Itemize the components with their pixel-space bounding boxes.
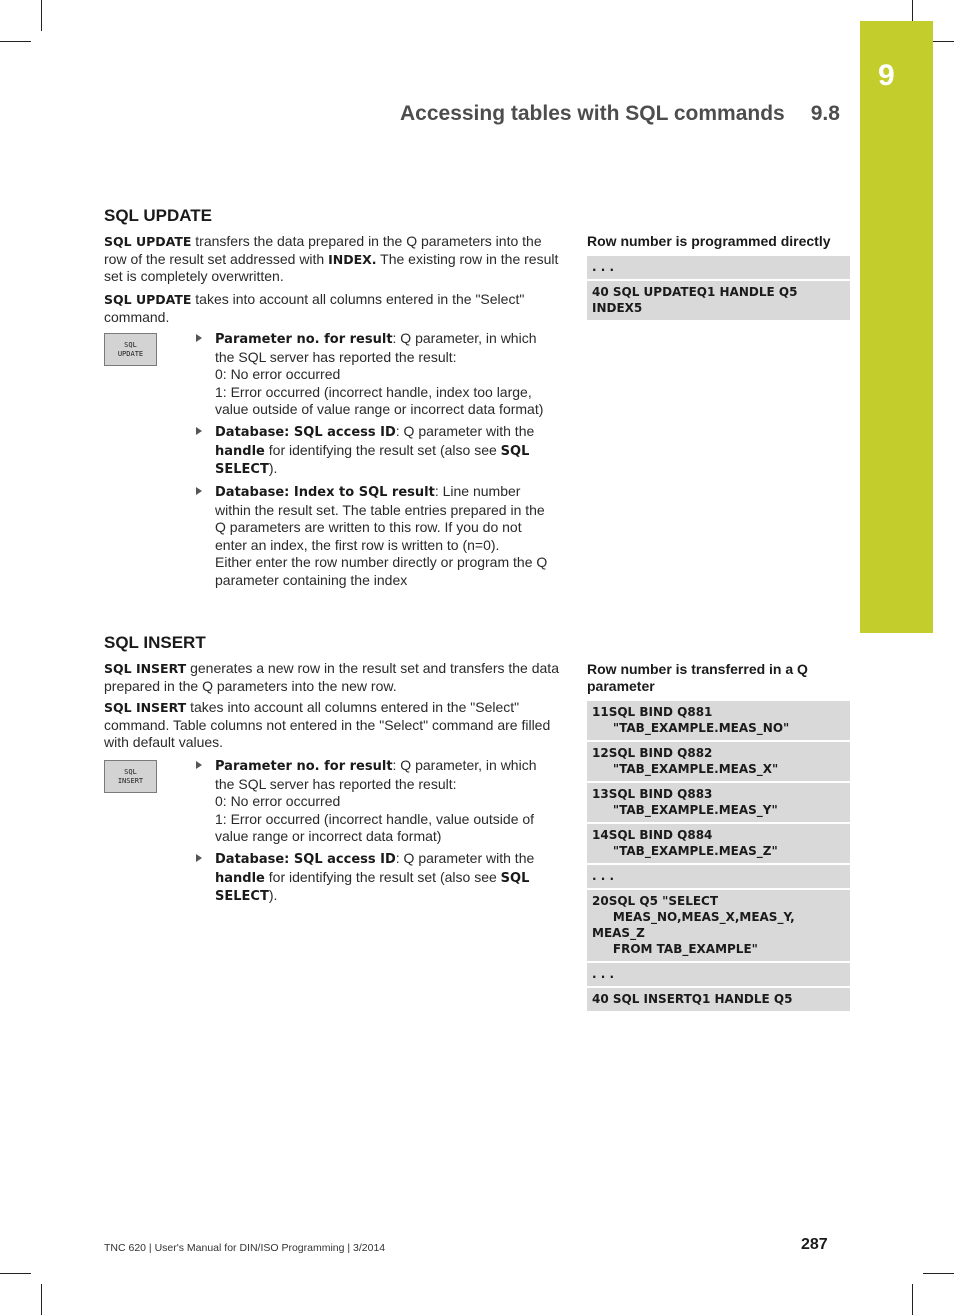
list-item: Database: SQL access ID: Q parameter with the handle for identifying the result set (also see SQL SELECT). — [194, 423, 556, 479]
triangle-bullet-icon — [196, 334, 202, 342]
chapter-tab — [860, 21, 933, 633]
list-item: Parameter no. for result: Q parameter, in which the SQL server has reported the result: 0: No error occurred 1: Error occurred (incorrect handle, value outside of value range or incorrect data format) — [194, 757, 556, 846]
insert-paragraph-2: SQL INSERT takes into account all columns entered in the "Select" command. Table columns not entered in the "Select" command are filled with default values. — [104, 699, 551, 750]
running-head-section: 9.8 — [810, 102, 840, 125]
page-number: 287 — [801, 1236, 828, 1253]
insert-parameter-list — [194, 757, 556, 910]
crop-mark — [0, 1273, 31, 1274]
triangle-bullet-icon — [196, 487, 202, 495]
chapter-number: 9 — [878, 59, 895, 92]
crop-mark — [912, 0, 913, 21]
running-head — [400, 102, 840, 126]
code-row: . . . — [587, 865, 850, 890]
code-row: 40 SQL UPDATEQ1 HANDLE Q5 INDEX5 — [587, 281, 850, 322]
section-title-sql-insert: SQL INSERT — [104, 633, 206, 652]
triangle-bullet-icon — [196, 761, 202, 769]
code-row: 20SQL Q5 "SELECT MEAS_NO,MEAS_X,MEAS_Y, MEAS_Z FROM TAB_EXAMPLE" — [587, 890, 850, 963]
code-row: . . . — [587, 963, 850, 988]
list-item: Database: SQL access ID: Q parameter with the handle for identifying the result set (also see SQL SELECT). — [194, 850, 556, 906]
keyword: SQL INSERT — [104, 661, 187, 676]
keyword: SQL UPDATE — [104, 292, 192, 307]
update-paragraph-1: SQL UPDATE transfers the data prepared in the Q parameters into the row of the result set addressed with INDEX. The existing row in the result set is completely overwritten. — [104, 233, 559, 284]
triangle-bullet-icon — [196, 427, 202, 435]
crop-mark — [0, 41, 31, 42]
update-paragraph-2: SQL UPDATE takes into account all columns entered in the "Select" command. — [104, 291, 525, 325]
softkey-sql-insert: SQL INSERT — [104, 760, 157, 793]
insert-code-table — [587, 701, 850, 1013]
keyword: INDEX. — [328, 251, 377, 267]
insert-paragraph-1: SQL INSERT generates a new row in the result set and transfers the data prepared in the Q parameters into the new row. — [104, 660, 559, 694]
keyword: SQL UPDATE — [104, 234, 192, 249]
code-row: 14SQL BIND Q884 "TAB_EXAMPLE.MEAS_Z" — [587, 824, 850, 865]
crop-mark — [933, 41, 954, 42]
insert-example-title: Row number is transferred in a Q parameter — [587, 661, 808, 694]
crop-mark — [912, 1284, 913, 1315]
list-item: Database: Index to SQL result: Line number within the result set. The table entries prepared in the Q parameters are written to this row. If you do not enter an index, the first row is written to (n=0). Either enter the row number directly or program the Q parameter containing the index — [194, 483, 556, 589]
code-row: 40 SQL INSERTQ1 HANDLE Q5 — [587, 988, 850, 1013]
section-title-sql-update: SQL UPDATE — [104, 206, 212, 225]
update-parameter-list — [194, 330, 556, 594]
code-row: 11SQL BIND Q881 "TAB_EXAMPLE.MEAS_NO" — [587, 701, 850, 742]
softkey-sql-update: SQL UPDATE — [104, 333, 157, 366]
keyword: SQL INSERT — [104, 700, 187, 715]
update-example-title: Row number is programmed directly — [587, 233, 831, 249]
code-row: . . . — [587, 256, 850, 281]
running-head-title: Accessing tables with SQL commands — [400, 102, 785, 125]
footer-text: TNC 620 | User's Manual for DIN/ISO Programming | 3/2014 — [104, 1242, 386, 1254]
crop-mark — [41, 0, 42, 31]
update-code-table — [587, 256, 850, 322]
code-row: 12SQL BIND Q882 "TAB_EXAMPLE.MEAS_X" — [587, 742, 850, 783]
list-item: Parameter no. for result: Q parameter, in which the SQL server has reported the result: 0: No error occurred 1: Error occurred (incorrect handle, index too large, value outside of value range or incorrect data format) — [194, 330, 556, 419]
code-row: 13SQL BIND Q883 "TAB_EXAMPLE.MEAS_Y" — [587, 783, 850, 824]
triangle-bullet-icon — [196, 854, 202, 862]
crop-mark — [41, 1284, 42, 1315]
crop-mark — [923, 1273, 954, 1274]
